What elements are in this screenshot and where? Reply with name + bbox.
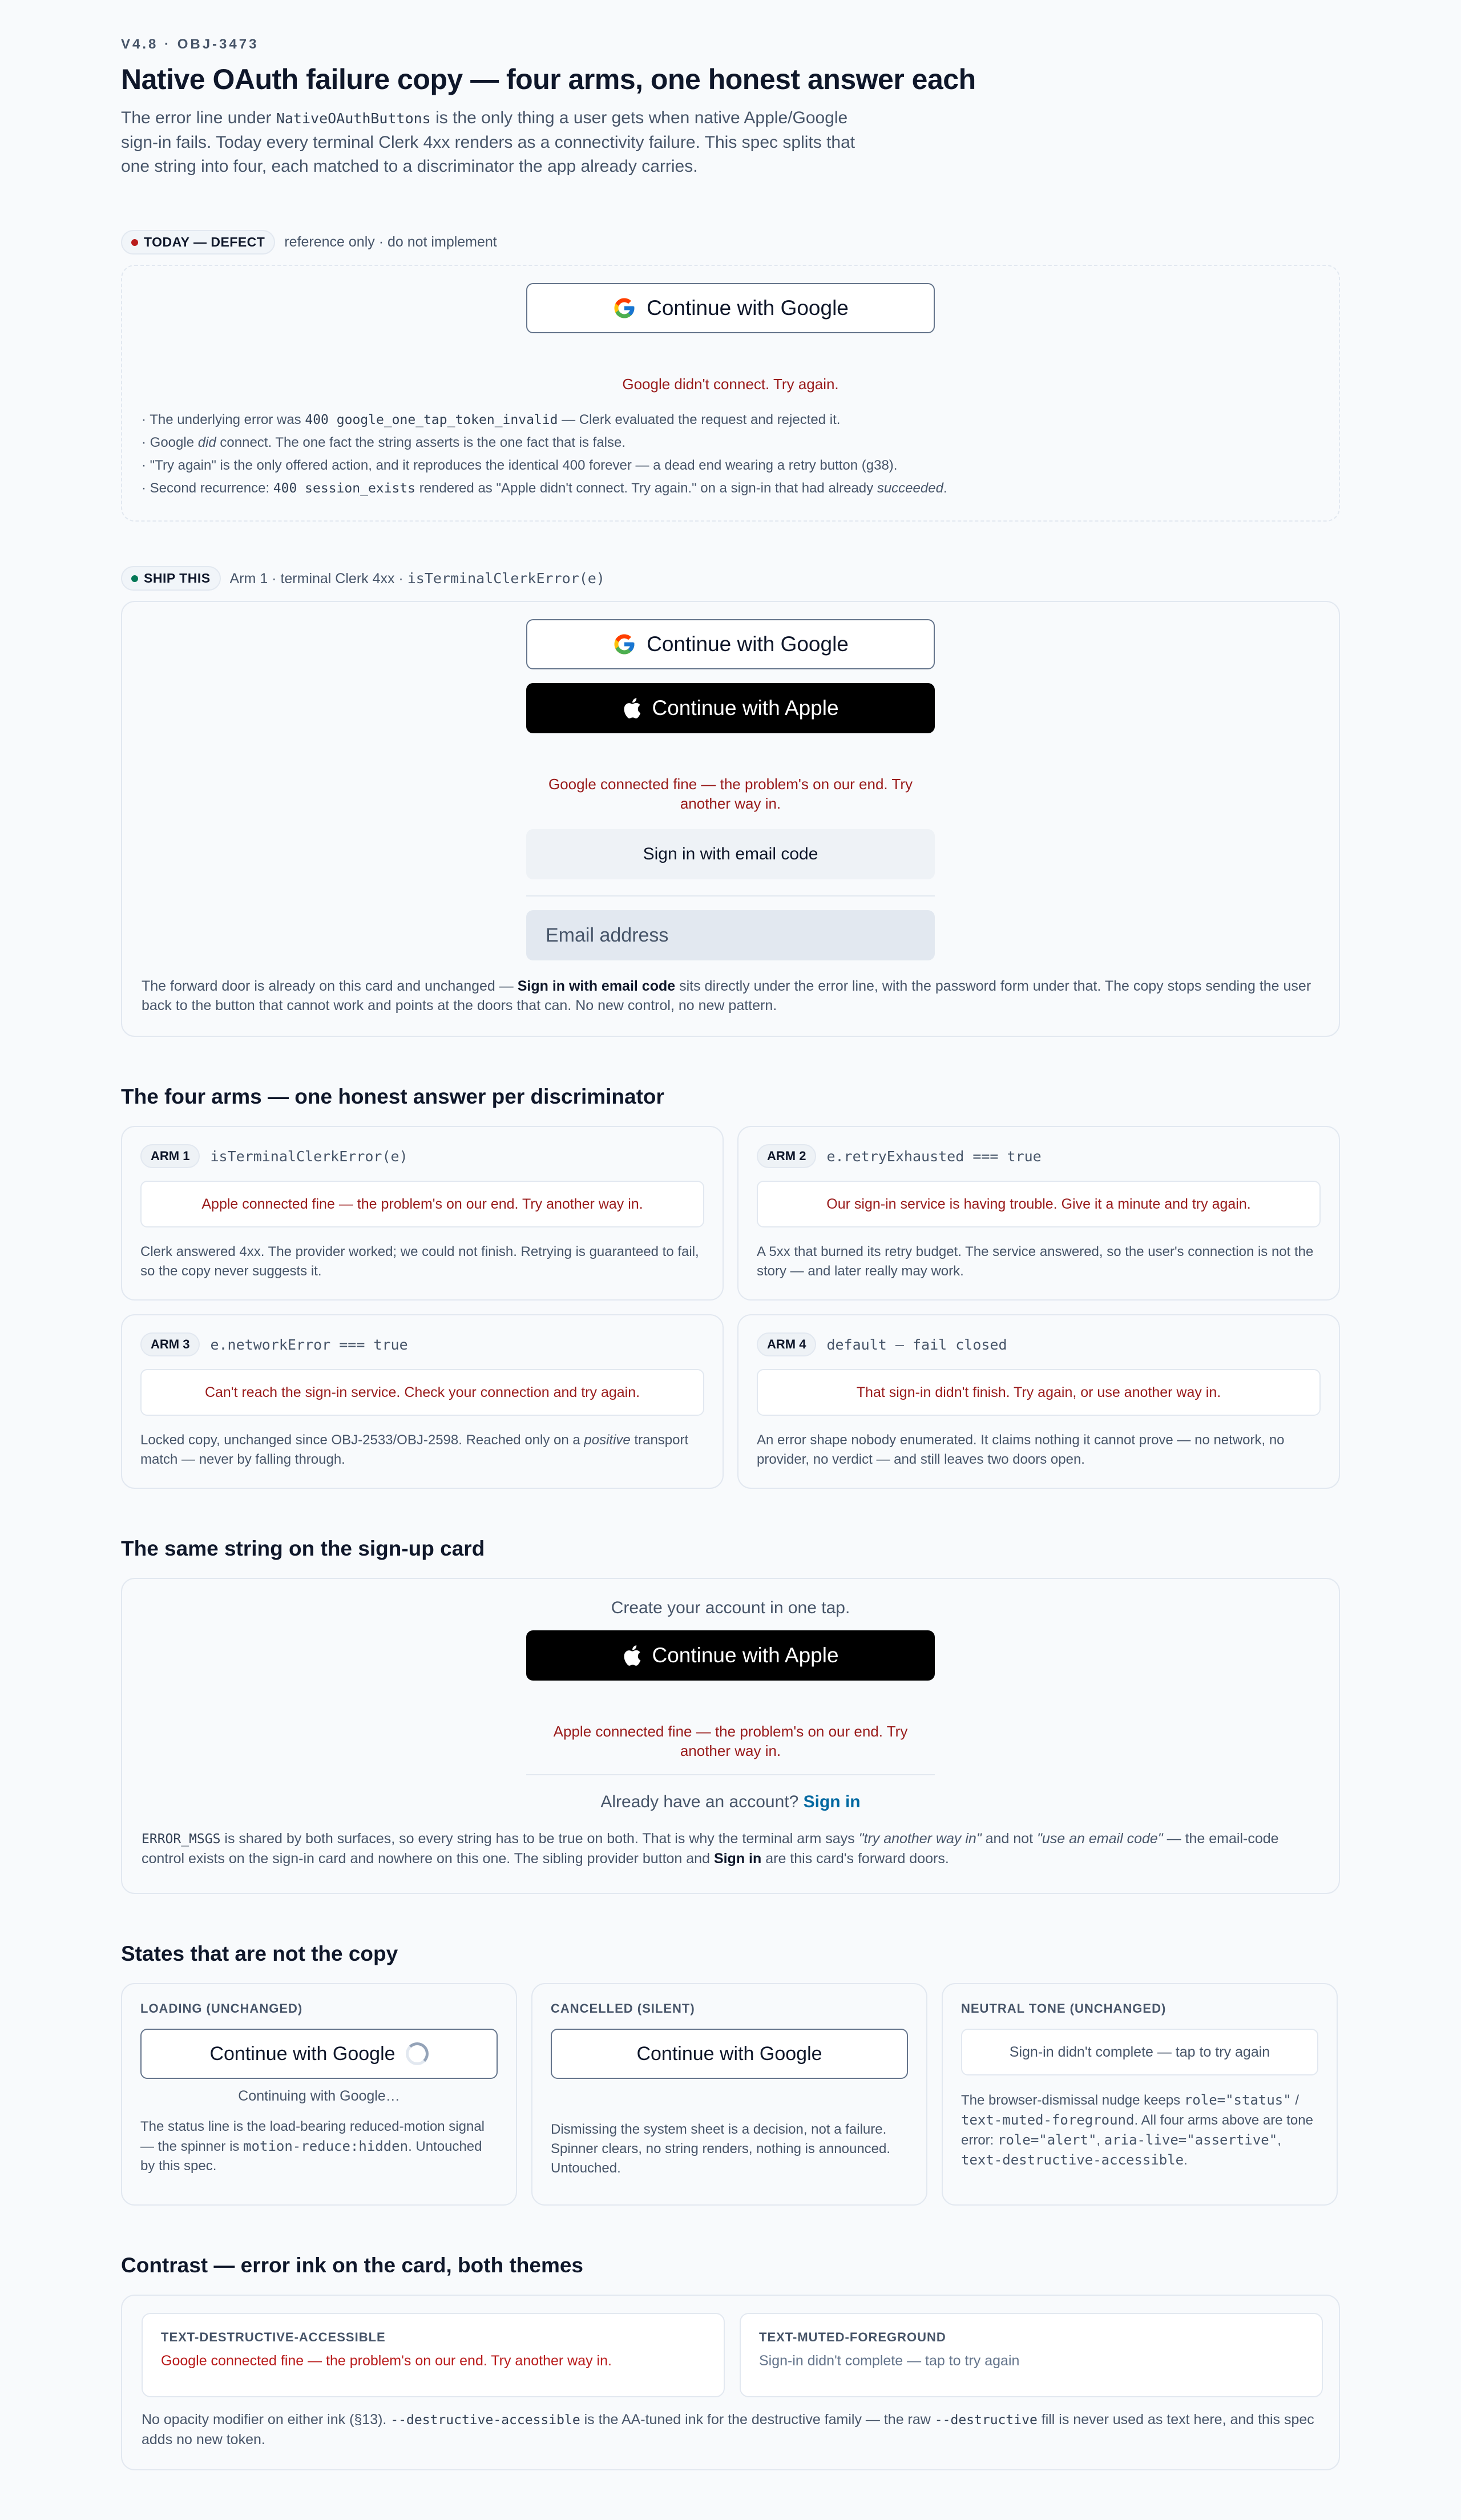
apple-button[interactable] [526,683,935,733]
ink-sample: Sign-in didn't complete — tap to try again [759,2353,1020,2369]
defect-bullets [142,409,1319,500]
lede-code: NativeOAuthButtons [276,110,431,127]
ship-badge [121,566,221,591]
google-button[interactable] [526,619,935,669]
lede-text-1: The error line under [121,108,276,127]
contrast-grid [142,2313,1319,2397]
google-button[interactable] [526,283,935,333]
ship-error-line: Google connected fine — the problem's on our end. Try another way in. [548,776,913,812]
loading-state-card [121,1983,517,2206]
lede-text-2: is the only thing a user gets when native Apple/Google sign-in fails. Today every terminal Clerk 4xx renders as a connectivity failure. This spec splits that one string into four, each matched to a discriminator the app already carries. [121,108,855,176]
page-lede [121,106,886,179]
arm-badge: ARM 3 [140,1332,200,1356]
red-dot-icon [131,239,138,246]
muted-ink-sample [740,2313,1323,2397]
contrast-heading: Contrast — error ink on the card, both themes [121,2254,584,2277]
arm-badge: ARM 4 [757,1332,816,1356]
defect-bullet-1: · The underlying error was 400 google_one_tap_token_invalid — Clerk evaluated the request and rejected it. [142,412,841,427]
google-button-label: Continue with Google [647,296,849,320]
apple-icon [622,1644,641,1667]
state-note: The browser-dismissal nudge keeps role="status" / text-muted-foreground. All four arms above are tone error: role="alert", aria-live="assertive", text-destructive-accessible. [961,2092,1313,2168]
today-aside: reference only · do not implement [284,234,497,250]
states-grid [121,1983,1340,2206]
arm-error-copy: Our sign-in service is having trouble. Give it a minute and try again. [757,1181,1321,1227]
today-card [121,265,1340,522]
state-label: NEUTRAL TONE (UNCHANGED) [961,2001,1167,2016]
button-label: Continue with Google [209,2042,395,2065]
arm-note: Locked copy, unchanged since OBJ-2533/OBJ-2598. Reached only on a positive transport match — never by falling through. [140,1432,689,1467]
apple-icon [622,697,641,720]
arm-badge: ARM 2 [757,1144,816,1168]
ink-label: TEXT-DESTRUCTIVE-ACCESSIBLE [161,2330,386,2344]
email-code-button[interactable]: Sign in with email code [526,829,935,879]
arm-discriminator: e.retryExhausted === true [826,1148,1042,1165]
today-error-line: Google didn't connect. Try again. [622,375,839,393]
spec-id: V4.8 · OBJ-3473 [121,37,259,52]
contrast-card [121,2295,1340,2470]
defect-bullet-4: · Second recurrence: 400 session_exists rendered as "Apple didn't connect. Try again." on a sign-in that had already succeeded. [142,480,947,496]
spinner-icon [406,2042,429,2065]
ship-aside: Arm 1 · terminal Clerk 4xx · isTerminalClerkError(e) [229,570,605,587]
ship-note: The forward door is already on this card and unchanged — Sign in with email code sits directly under the error line, with the password form under that. The copy stops sending the user back to the button that cannot work and points at the doors that can. No new control, no new pattern. [142,978,1311,1013]
arm-card-2 [737,1126,1340,1301]
today-tag-row [121,230,1340,255]
ink-label: TEXT-MUTED-FOREGROUND [759,2330,946,2344]
arm-error-copy: That sign-in didn't finish. Try again, or use another way in. [757,1369,1321,1416]
arm-discriminator: default — fail closed [826,1336,1007,1353]
arm-card-1 [121,1126,724,1301]
ship-tag-row [121,566,1340,591]
arm-badge: ARM 1 [140,1144,200,1168]
signup-card [121,1578,1340,1894]
arm-card-3 [121,1314,724,1489]
google-icon [612,296,636,320]
signin-link[interactable]: Sign in [803,1792,861,1811]
arm-note: A 5xx that burned its retry budget. The service answered, so the user's connection is not the story — and later really may work. [757,1244,1314,1279]
signup-note: ERROR_MSGS is shared by both surfaces, so every string has to be true on both. That is why the terminal arm says "try another way in" and not "use an email code" — the email-code control exists on the sign-in card and nowhere on this one. The sibling provider button and Sign in are this card's forward doors. [142,1831,1279,1867]
defect-bullet-3: · "Try again" is the only offered action, and it reproduces the identical 400 forever — a dead end wearing a retry button (g38). [142,458,898,473]
ink-sample: Google connected fine — the problem's on our end. Try another way in. [161,2353,612,2369]
cancelled-state-card [531,1983,927,2206]
neutral-nudge[interactable]: Sign-in didn't complete — tap to try again [961,2029,1318,2075]
contrast-note: No opacity modifier on either ink (§13). --destructive-accessible is the AA-tuned ink for the destructive family — the raw --destructive fill is never used as text here, and this spec adds no new token. [142,2412,1314,2448]
signin-prompt [142,1792,1319,1812]
ship-badge-label: SHIP THIS [144,571,211,585]
arms-grid [121,1126,1340,1489]
signup-heading: The same string on the sign-up card [121,1537,485,1560]
already-text: Already have an account? [600,1792,799,1811]
arm-discriminator: e.networkError === true [210,1336,408,1353]
destructive-ink-sample [142,2313,725,2397]
arms-heading: The four arms — one honest answer per discriminator [121,1085,664,1108]
today-badge-label: TODAY — DEFECT [144,235,265,249]
neutral-state-card [942,1983,1338,2206]
state-label: LOADING (UNCHANGED) [140,2001,303,2016]
page-title: Native OAuth failure copy — four arms, one honest answer each [121,63,976,95]
state-label: CANCELLED (SILENT) [551,2001,695,2016]
button-label: Continue with Google [636,2042,822,2065]
email-field[interactable] [526,910,935,960]
signup-error-line: Apple connected fine — the problem's on our end. Try another way in. [553,1723,908,1759]
arm-error-copy: Apple connected fine — the problem's on our end. Try another way in. [140,1181,704,1227]
google-button-label: Continue with Google [647,632,849,656]
divider [526,1774,935,1775]
arm-note: Clerk answered 4xx. The provider worked; we could not finish. Retrying is guaranteed to fail, so the copy never suggests it. [140,1244,699,1279]
today-badge [121,230,275,255]
apple-button-label: Continue with Apple [652,1643,839,1667]
apple-button-label: Continue with Apple [652,696,839,720]
states-heading: States that are not the copy [121,1942,398,1965]
divider [526,895,935,896]
arm-discriminator: isTerminalClerkError(e) [210,1148,408,1165]
ship-card [121,601,1340,1037]
state-note: Dismissing the system sheet is a decision, not a failure. Spinner clears, no string renders, nothing is announced. Untouched. [551,2122,891,2176]
defect-bullet-2: · Google did connect. The one fact the string asserts is the one fact that is false. [142,435,626,450]
google-button-cancelled[interactable] [551,2029,908,2079]
state-note: The status line is the load-bearing reduced-motion signal — the spinner is motion-reduce:hidden. Untouched by this spec. [140,2119,485,2174]
google-button-loading[interactable] [140,2029,498,2079]
status-line: Continuing with Google… [238,2088,400,2104]
arm-note: An error shape nobody enumerated. It claims nothing it cannot prove — no network, no provider, no verdict — and still leaves two doors open. [757,1432,1285,1467]
email-placeholder: Email address [546,924,669,946]
green-dot-icon [131,575,138,582]
apple-button[interactable] [526,1630,935,1681]
google-icon [612,632,636,656]
arm-card-4 [737,1314,1340,1489]
arm-error-copy: Can't reach the sign-in service. Check your connection and try again. [140,1369,704,1416]
signup-subtitle: Create your account in one tap. [611,1598,850,1617]
